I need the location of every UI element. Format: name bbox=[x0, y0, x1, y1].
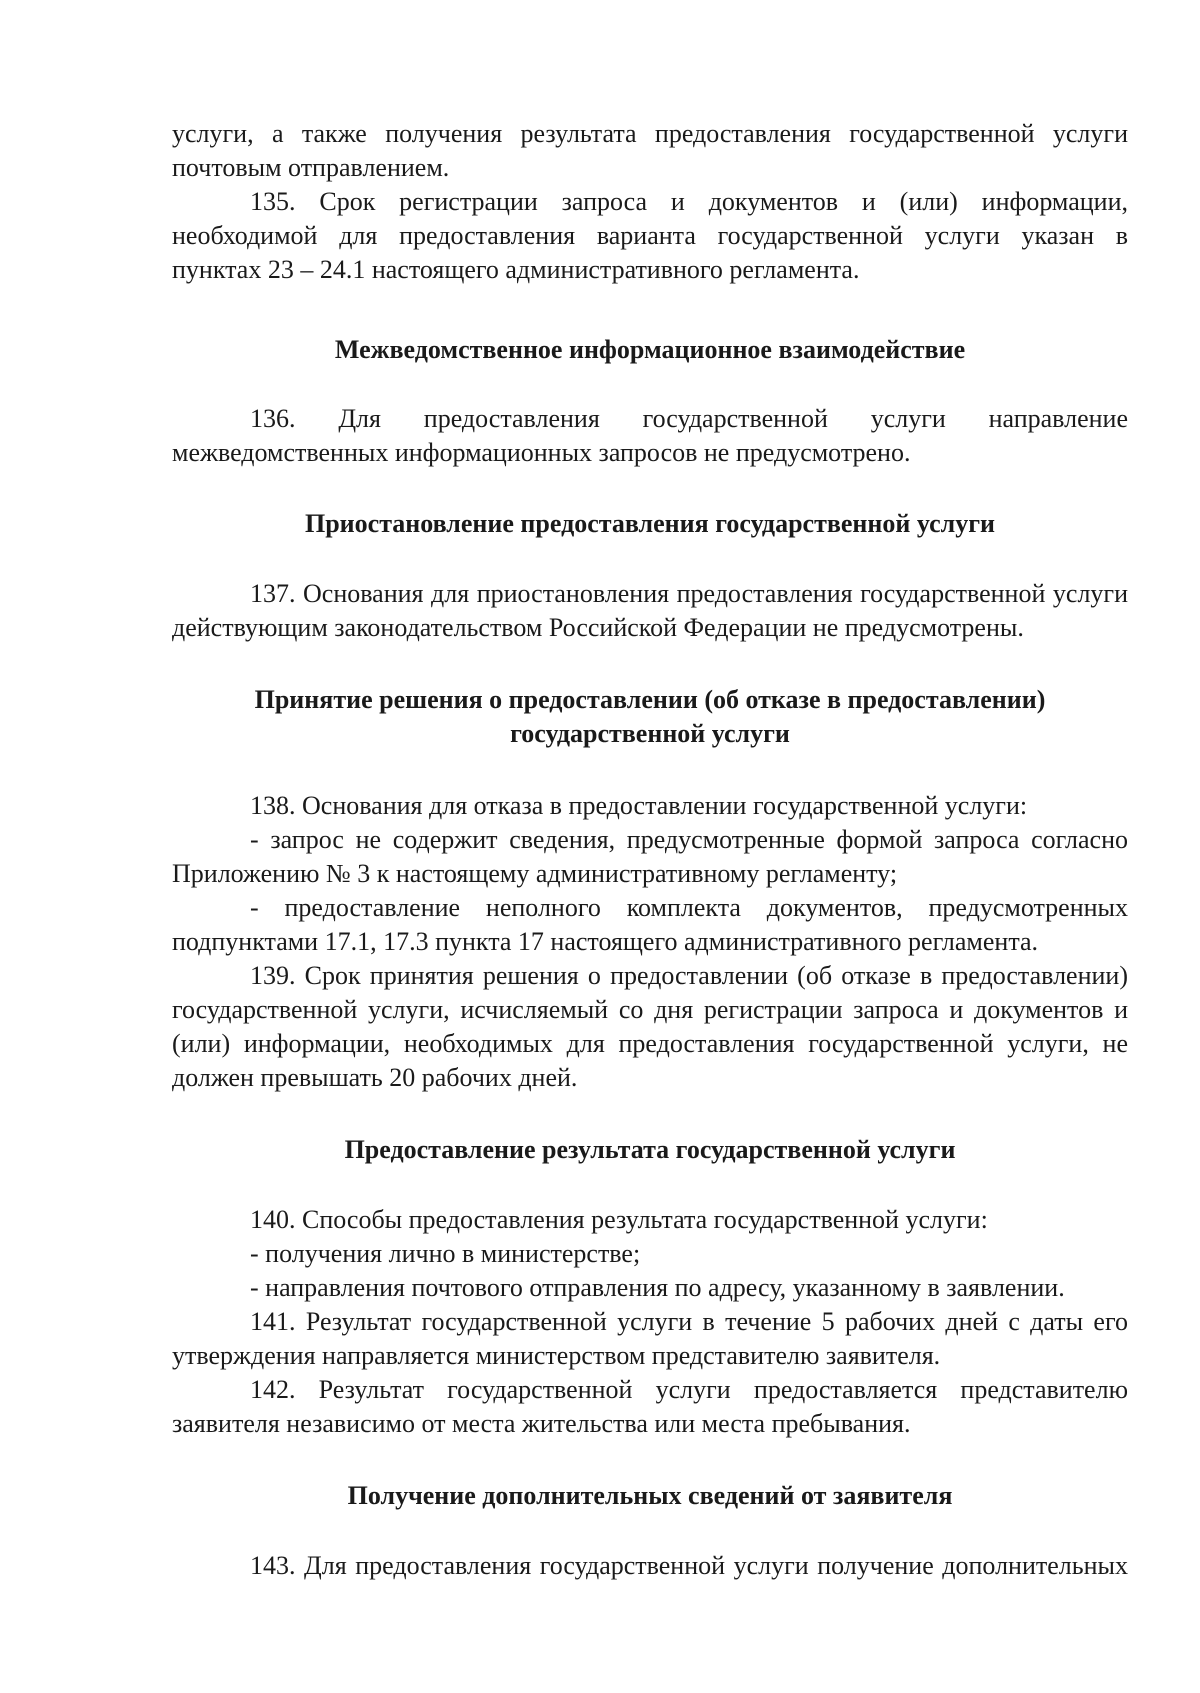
heading-interagency: Межведомственное информационное взаимодействие bbox=[334, 335, 966, 364]
heading-suspension: Приостановление предоставления государственной услуги bbox=[304, 509, 995, 538]
paragraph-135-line-1: 135. Срок регистрации запроса и документов и (или) информации, bbox=[250, 187, 1128, 216]
paragraph-136-line-1: 136. Для предоставления государственной услуги направление bbox=[250, 404, 1128, 433]
paragraph-134-tail-line-1: услуги, а также получения результата предоставления государственной услуги bbox=[172, 119, 1128, 148]
paragraph-142-line-2: заявителя независимо от места жительства или места пребывания. bbox=[172, 1409, 911, 1438]
paragraph-141-line-1: 141. Результат государственной услуги в течение 5 рабочих дней с даты его bbox=[250, 1307, 1128, 1336]
paragraph-138-line-5: подпунктами 17.1, 17.3 пункта 17 настоящего административного регламента. bbox=[172, 927, 1039, 956]
paragraph-140-line-1: 140. Способы предоставления результата государственной услуги: bbox=[250, 1205, 988, 1234]
paragraph-139-line-2: государственной услуги, исчисляемый со дня регистрации запроса и документов и bbox=[172, 995, 1128, 1024]
paragraph-137-line-1: 137. Основания для приостановления предоставления государственной услуги bbox=[250, 579, 1128, 608]
paragraph-134-tail-line-2: почтовым отправлением. bbox=[172, 153, 450, 182]
paragraph-135-line-3: пунктах 23 – 24.1 настоящего административного регламента. bbox=[172, 255, 860, 284]
paragraph-135-line-2: необходимой для предоставления варианта государственной услуги указан в bbox=[172, 221, 1128, 250]
paragraph-143-line-1: 143. Для предоставления государственной услуги получение дополнительных bbox=[250, 1551, 1128, 1580]
paragraph-138-line-3: Приложению № 3 к настоящему административному регламенту; bbox=[172, 859, 898, 888]
paragraph-142-line-1: 142. Результат государственной услуги предоставляется представителю bbox=[250, 1375, 1128, 1404]
paragraph-141-line-2: утверждения направляется министерством представителю заявителя. bbox=[172, 1341, 941, 1370]
heading-result: Предоставление результата государственной услуги bbox=[344, 1135, 956, 1164]
paragraph-136-line-2: межведомственных информационных запросов не предусмотрено. bbox=[172, 438, 911, 467]
paragraph-138-line-4: - предоставление неполного комплекта документов, предусмотренных bbox=[250, 893, 1128, 922]
paragraph-138-line-2: - запрос не содержит сведения, предусмотренные формой запроса согласно bbox=[250, 825, 1128, 854]
heading-additional-info: Получение дополнительных сведений от заявителя bbox=[347, 1481, 953, 1510]
paragraph-140-line-3: - направления почтового отправления по адресу, указанному в заявлении. bbox=[250, 1273, 1065, 1302]
paragraph-140-line-2: - получения лично в министерстве; bbox=[250, 1239, 641, 1268]
paragraph-139-line-4: должен превышать 20 рабочих дней. bbox=[172, 1063, 578, 1092]
paragraph-137-line-2: действующим законодательством Российской Федерации не предусмотрены. bbox=[172, 613, 1024, 642]
paragraph-138-line-1: 138. Основания для отказа в предоставлении государственной услуги: bbox=[250, 791, 1028, 820]
paragraph-139-line-1: 139. Срок принятия решения о предоставлении (об отказе в предоставлении) bbox=[250, 961, 1128, 990]
heading-decision-line-2: государственной услуги bbox=[510, 719, 790, 748]
heading-decision-line-1: Принятие решения о предоставлении (об отказе в предоставлении) bbox=[254, 685, 1046, 714]
paragraph-139-line-3: (или) информации, необходимых для предоставления государственной услуги, не bbox=[172, 1029, 1128, 1058]
